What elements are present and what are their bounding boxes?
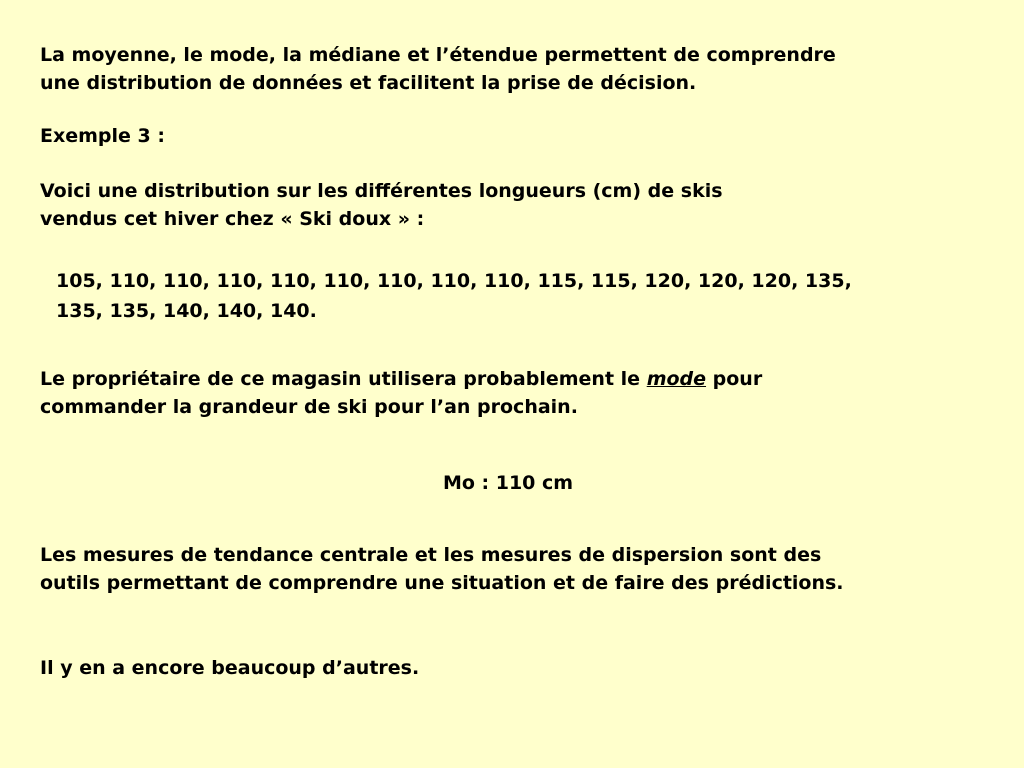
owner-statement bbox=[40, 365, 762, 421]
measures-line-1: Les mesures de tendance centrale et les mesures de dispersion sont des bbox=[40, 544, 822, 566]
owner-statement-line-2: commander la grandeur de ski pour l’an prochain. bbox=[40, 396, 578, 418]
distribution-intro-line-2: vendus cet hiver chez « Ski doux » : bbox=[40, 208, 425, 230]
example-heading: Exemple 3 : bbox=[40, 125, 165, 147]
data-values-line-2: 135, 135, 140, 140, 140. bbox=[56, 300, 317, 322]
ski-length-data bbox=[56, 266, 852, 326]
data-values-line-1: 105, 110, 110, 110, 110, 110, 110, 110, 110, 115, 115, 120, 120, 120, 135, bbox=[56, 270, 852, 292]
mode-result: Mo : 110 cm bbox=[442, 472, 574, 494]
owner-statement-line-1 bbox=[40, 365, 762, 393]
measures-paragraph bbox=[40, 541, 844, 597]
intro-line-2: une distribution de données et facilitent la prise de décision. bbox=[40, 72, 697, 94]
distribution-intro bbox=[40, 177, 723, 233]
measures-line-2: outils permettant de comprendre une situation et de faire des prédictions. bbox=[40, 572, 844, 594]
intro-line-1: La moyenne, le mode, la médiane et l’étendue permettent de comprendre bbox=[40, 44, 836, 66]
owner-statement-before: Le propriétaire de ce magasin utilisera probablement le bbox=[40, 368, 647, 390]
closing-statement: Il y en a encore beaucoup d’autres. bbox=[40, 657, 420, 679]
intro-paragraph bbox=[40, 41, 836, 97]
distribution-intro-line-1: Voici une distribution sur les différentes longueurs (cm) de skis bbox=[40, 180, 723, 202]
owner-statement-after: pour bbox=[706, 368, 763, 390]
mode-emphasis: mode bbox=[646, 368, 707, 390]
